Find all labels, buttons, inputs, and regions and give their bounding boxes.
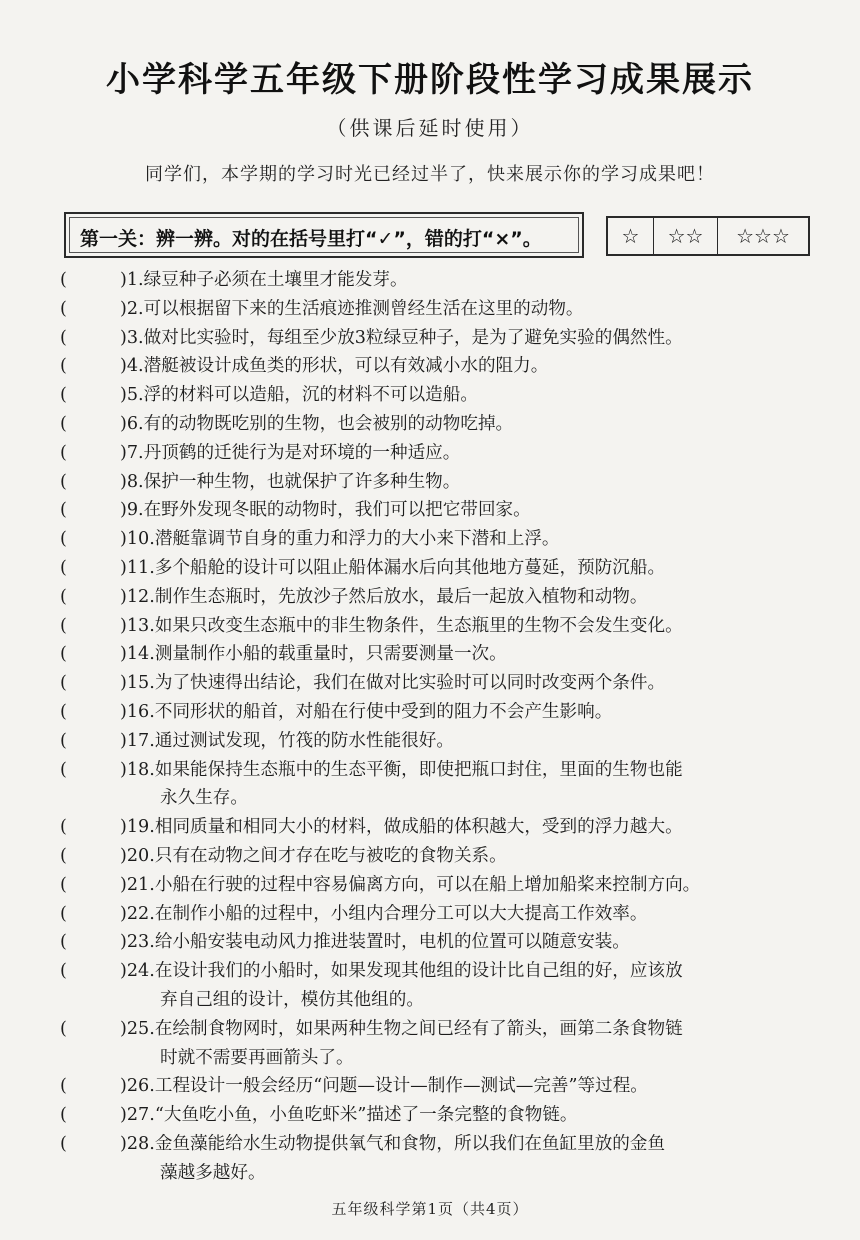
question-body xyxy=(120,1101,820,1130)
answer-paren-open[interactable]: ( xyxy=(60,673,67,694)
question-text: 测量制作小船的载重量时，只需要测量一次。 xyxy=(154,644,507,665)
question-item xyxy=(0,698,860,727)
question-item xyxy=(0,612,860,641)
answer-paren-open[interactable]: ( xyxy=(60,586,67,607)
question-body xyxy=(120,583,820,612)
answer-paren-open[interactable]: ( xyxy=(60,529,67,550)
question-number: )25. xyxy=(120,1018,155,1039)
question-number: )14. xyxy=(120,644,155,665)
question-body xyxy=(120,266,820,295)
question-body xyxy=(120,554,820,583)
question-number: )9. xyxy=(120,500,144,521)
question-text: 在制作小船的过程中，小组内合理分工可以大大提高工作效率。 xyxy=(154,903,648,924)
answer-paren-open[interactable]: ( xyxy=(60,1076,67,1097)
one-star-icon: ☆ xyxy=(608,218,654,254)
question-body xyxy=(120,813,820,842)
question-number: )24. xyxy=(120,961,155,982)
question-body xyxy=(120,1015,820,1073)
question-item xyxy=(0,1101,860,1130)
question-body xyxy=(120,439,820,468)
question-number: )23. xyxy=(120,932,155,953)
question-number: )3. xyxy=(120,327,144,348)
question-text: 绿豆种子必须在土壤里才能发芽。 xyxy=(143,270,408,290)
answer-paren-open[interactable]: ( xyxy=(60,730,67,751)
question-text: 潜艇靠调节自身的重力和浮力的大小来下潜和上浮。 xyxy=(154,529,560,550)
question-item xyxy=(0,525,860,554)
page-subtitle: （供课后延时使用） xyxy=(326,116,534,140)
page-footer: 五年级科学第1页（共4页） xyxy=(331,1200,529,1218)
question-number: )18. xyxy=(120,759,155,780)
answer-paren-open[interactable]: ( xyxy=(60,932,67,953)
question-item xyxy=(0,928,860,957)
question-body xyxy=(120,698,820,727)
question-body xyxy=(120,496,820,525)
question-text: 相同质量和相同大小的材料，做成船的体积越大，受到的浮力越大。 xyxy=(154,817,683,838)
question-text: 通过测试发现，竹筏的防水性能很好。 xyxy=(154,730,454,751)
question-body xyxy=(120,612,820,641)
question-number: )27. xyxy=(120,1105,155,1126)
answer-paren-open[interactable]: ( xyxy=(60,817,67,838)
question-number: )26. xyxy=(120,1076,155,1097)
question-text-continued: 弃自己组的设计，模仿其他组的。 xyxy=(160,989,424,1010)
question-text: 如果只改变生态瓶中的非生物条件，生态瓶里的生物不会发生变化。 xyxy=(154,615,683,636)
answer-paren-open[interactable]: ( xyxy=(60,644,67,665)
question-text-continued: 永久生存。 xyxy=(160,788,248,809)
question-number: )10. xyxy=(120,529,155,550)
answer-paren-open[interactable]: ( xyxy=(60,500,67,521)
question-number: )6. xyxy=(120,413,144,434)
question-number: )19. xyxy=(120,817,155,838)
question-body xyxy=(120,669,820,698)
question-text-continued: 藻越多越好。 xyxy=(160,1162,266,1183)
question-body xyxy=(120,756,820,814)
question-item xyxy=(0,871,860,900)
question-item xyxy=(0,842,860,871)
question-text: 不同形状的船首，对船在行使中受到的阻力不会产生影响。 xyxy=(154,701,613,722)
answer-paren-open[interactable]: ( xyxy=(60,356,67,377)
question-body xyxy=(120,468,820,497)
question-number: )21. xyxy=(120,874,155,895)
question-body xyxy=(120,900,820,929)
question-text: 制作生态瓶时，先放沙子然后放水，最后一起放入植物和动物。 xyxy=(154,586,648,607)
question-item xyxy=(0,439,860,468)
question-text: 为了快速得出结论，我们在做对比实验时可以同时改变两个条件。 xyxy=(154,673,666,694)
answer-paren-open[interactable]: ( xyxy=(60,615,67,636)
question-body xyxy=(120,871,820,900)
question-number: )12. xyxy=(120,586,155,607)
question-item xyxy=(0,554,860,583)
question-item xyxy=(0,957,860,1015)
question-body xyxy=(120,381,820,410)
question-number: )1. xyxy=(120,270,144,290)
question-text: 如果能保持生态瓶中的生态平衡，即使把瓶口封住，里面的生物也能 xyxy=(154,759,683,780)
answer-paren-open[interactable]: ( xyxy=(60,701,67,722)
question-body xyxy=(120,842,820,871)
question-item xyxy=(0,468,860,497)
question-number: )15. xyxy=(120,673,155,694)
question-body xyxy=(120,410,820,439)
question-text: 在绘制食物网时，如果两种生物之间已经有了箭头，画第二条食物链 xyxy=(154,1018,683,1039)
question-item xyxy=(0,381,860,410)
page-title: 小学科学五年级下册阶段性学习成果展示 xyxy=(106,60,754,100)
question-text: 金鱼藻能给水生动物提供氧气和食物，所以我们在鱼缸里放的金鱼 xyxy=(154,1133,666,1154)
question-number: )17. xyxy=(120,730,155,751)
answer-paren-open[interactable]: ( xyxy=(60,1105,67,1126)
question-item xyxy=(0,1130,860,1188)
answer-paren-open[interactable]: ( xyxy=(60,874,67,895)
answer-paren-open[interactable]: ( xyxy=(60,557,67,578)
answer-paren-open[interactable]: ( xyxy=(60,442,67,463)
question-text: 给小船安装电动风力推进装置时，电机的位置可以随意安装。 xyxy=(154,932,630,953)
question-item xyxy=(0,1072,860,1101)
question-body xyxy=(120,928,820,957)
question-body xyxy=(120,1072,820,1101)
question-body xyxy=(120,640,820,669)
answer-paren-open[interactable]: ( xyxy=(60,471,67,492)
question-text: 在设计我们的小船时，如果发现其他组的设计比自己组的好，应该放 xyxy=(154,961,683,982)
question-body xyxy=(120,324,820,353)
question-item xyxy=(0,1015,860,1073)
question-body xyxy=(120,1130,820,1188)
question-number: )8. xyxy=(120,471,144,492)
question-text-continued: 时就不需要再画箭头了。 xyxy=(160,1047,354,1068)
question-text: 有的动物既吃别的生物，也会被别的动物吃掉。 xyxy=(143,413,514,434)
question-item xyxy=(0,266,860,295)
question-number: )16. xyxy=(120,701,155,722)
question-text: 可以根据留下来的生活痕迹推测曾经生活在这里的动物。 xyxy=(143,298,584,319)
question-number: )22. xyxy=(120,903,155,924)
question-number: )5. xyxy=(120,385,144,406)
question-item xyxy=(0,756,860,814)
question-item xyxy=(0,324,860,353)
question-number: )7. xyxy=(120,442,144,463)
question-body xyxy=(120,352,820,381)
question-item xyxy=(0,496,860,525)
question-body xyxy=(120,727,820,756)
answer-paren-open[interactable]: ( xyxy=(60,327,67,348)
section-header-box xyxy=(64,212,584,258)
question-text: “大鱼吃小鱼，小鱼吃虾米”描述了一条完整的食物链。 xyxy=(154,1105,578,1126)
question-text: 小船在行驶的过程中容易偏离方向，可以在船上增加船桨来控制方向。 xyxy=(154,874,701,895)
question-list xyxy=(0,266,860,1188)
question-text: 只有在动物之间才存在吃与被吃的食物关系。 xyxy=(154,845,507,866)
question-item xyxy=(0,295,860,324)
question-text: 浮的材料可以造船，沉的材料不可以造船。 xyxy=(143,385,478,406)
answer-paren-open[interactable]: ( xyxy=(60,385,67,406)
question-text: 工程设计一般会经历“问题—设计—制作—测试—完善”等过程。 xyxy=(154,1076,648,1097)
question-item xyxy=(0,900,860,929)
question-text: 在野外发现冬眠的动物时，我们可以把它带回家。 xyxy=(143,500,531,521)
question-text: 保护一种生物，也就保护了许多种生物。 xyxy=(143,471,461,492)
question-number: )13. xyxy=(120,615,155,636)
question-item xyxy=(0,640,860,669)
intro-text: 同学们，本学期的学习时光已经过半了，快来展示你的学习成果吧！ xyxy=(145,164,715,185)
question-body xyxy=(120,295,820,324)
answer-paren-open[interactable]: ( xyxy=(60,903,67,924)
question-number: )28. xyxy=(120,1133,155,1154)
question-body xyxy=(120,957,820,1015)
star-rating-box xyxy=(606,216,810,256)
answer-paren-open[interactable]: ( xyxy=(60,413,67,434)
question-item xyxy=(0,352,860,381)
two-star-icon: ☆☆ xyxy=(654,218,718,254)
question-number: )20. xyxy=(120,845,155,866)
answer-paren-open[interactable]: ( xyxy=(60,1133,67,1154)
answer-paren-open[interactable]: ( xyxy=(60,759,67,780)
answer-paren-open[interactable]: ( xyxy=(60,298,67,319)
question-text: 多个船舱的设计可以阻止船体漏水后向其他地方蔓延，预防沉船。 xyxy=(154,557,666,578)
answer-paren-open[interactable]: ( xyxy=(60,1018,67,1039)
question-item xyxy=(0,410,860,439)
section-title: 第一关：辨一辨。对的在括号里打“✓”，错的打“×”。 xyxy=(80,228,542,250)
question-text: 丹顶鹤的迁徙行为是对环境的一种适应。 xyxy=(143,442,461,463)
question-item xyxy=(0,583,860,612)
question-item xyxy=(0,813,860,842)
question-number: )11. xyxy=(120,557,155,578)
answer-paren-open[interactable]: ( xyxy=(60,845,67,866)
question-number: )4. xyxy=(120,356,144,377)
question-text: 做对比实验时，每组至少放3粒绿豆种子，是为了避免实验的偶然性。 xyxy=(143,327,683,348)
question-item xyxy=(0,669,860,698)
answer-paren-open[interactable]: ( xyxy=(60,270,67,290)
question-text: 潜艇被设计成鱼类的形状，可以有效减小水的阻力。 xyxy=(143,356,549,377)
question-number: )2. xyxy=(120,298,144,319)
answer-paren-open[interactable]: ( xyxy=(60,961,67,982)
question-body xyxy=(120,525,820,554)
question-item xyxy=(0,727,860,756)
three-star-icon: ☆☆☆ xyxy=(736,224,790,248)
